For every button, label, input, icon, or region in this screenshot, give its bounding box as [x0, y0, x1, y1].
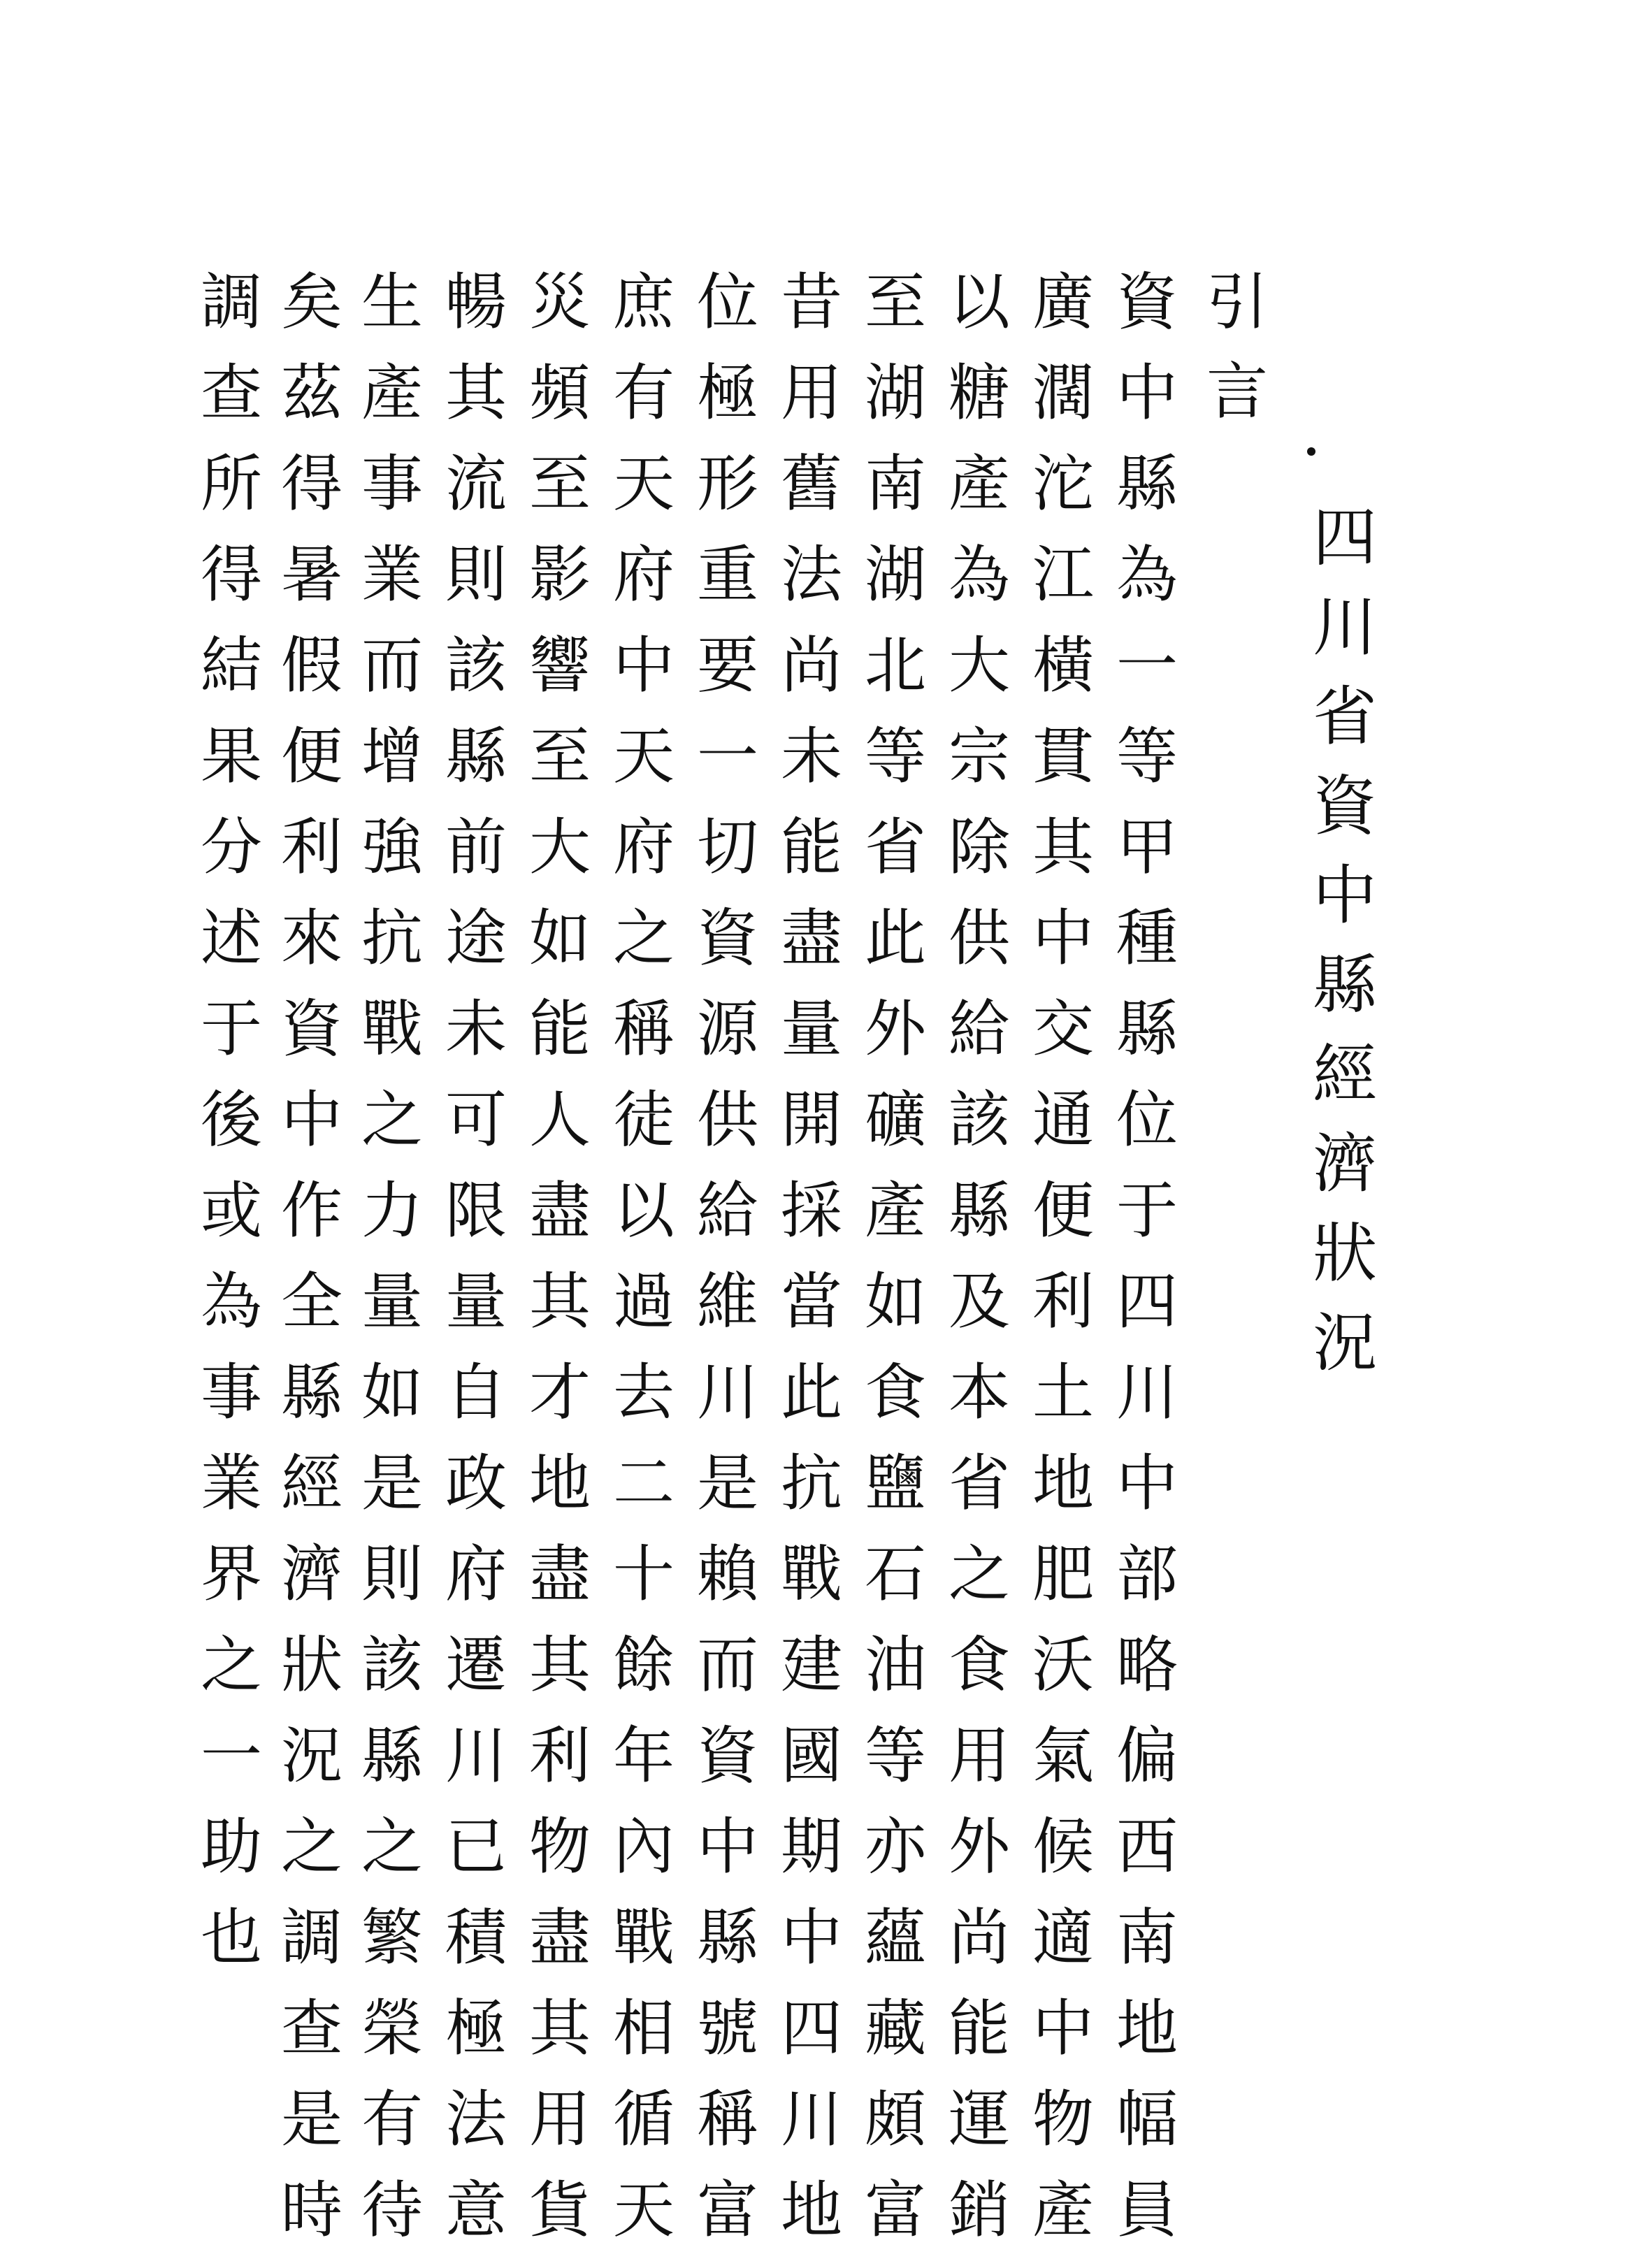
section-heading: 引言: [1197, 269, 1269, 448]
text-column-10: 生產事業而增強抗戰之力量如是則該縣之繁榮有待: [352, 269, 424, 2268]
text-column-12: 調查所得結果分述于後或為事業界之一助也: [191, 269, 263, 1995]
text-column-2: 廣濶沱江橫貫其中交通便利土地肥沃氣候適中物產: [1023, 269, 1095, 2268]
text-column-9: 暢其流則該縣前途未可限量自政府遷川已積極法意: [435, 269, 507, 2268]
text-column-8: 災頻至影響至大如能人盡其才地盡其利物盡其用貨: [519, 269, 591, 2268]
text-column-11: 矣茲得暑假便利來資中作全縣經濟狀況之調查是時: [271, 269, 343, 2268]
margin-dot: [1307, 447, 1315, 456]
document-title: 四川省資中縣經濟狀況: [1302, 503, 1377, 1398]
text-column-6: 位極形重要一切資源供給維川是賴而資中縣號稱富: [687, 269, 759, 2268]
text-column-7: 庶有天府中天府之稱徒以過去二十餘年內戰相循天: [603, 269, 675, 2268]
text-column-1: 資中縣為一等甲種縣位于四川中部略偏西南地幅員: [1106, 269, 1178, 2268]
text-column-5: 昔用舊法尚未能盡量開採當此抗戰建國期中四川地: [771, 269, 843, 2268]
text-column-3: 以糖產為大宗除供給該縣及本省之食用外尚能運銷: [939, 269, 1011, 2268]
text-column-4: 至湖南湖北等省此外礦產如食鹽石油等亦蘊藏頗富: [855, 269, 927, 2268]
